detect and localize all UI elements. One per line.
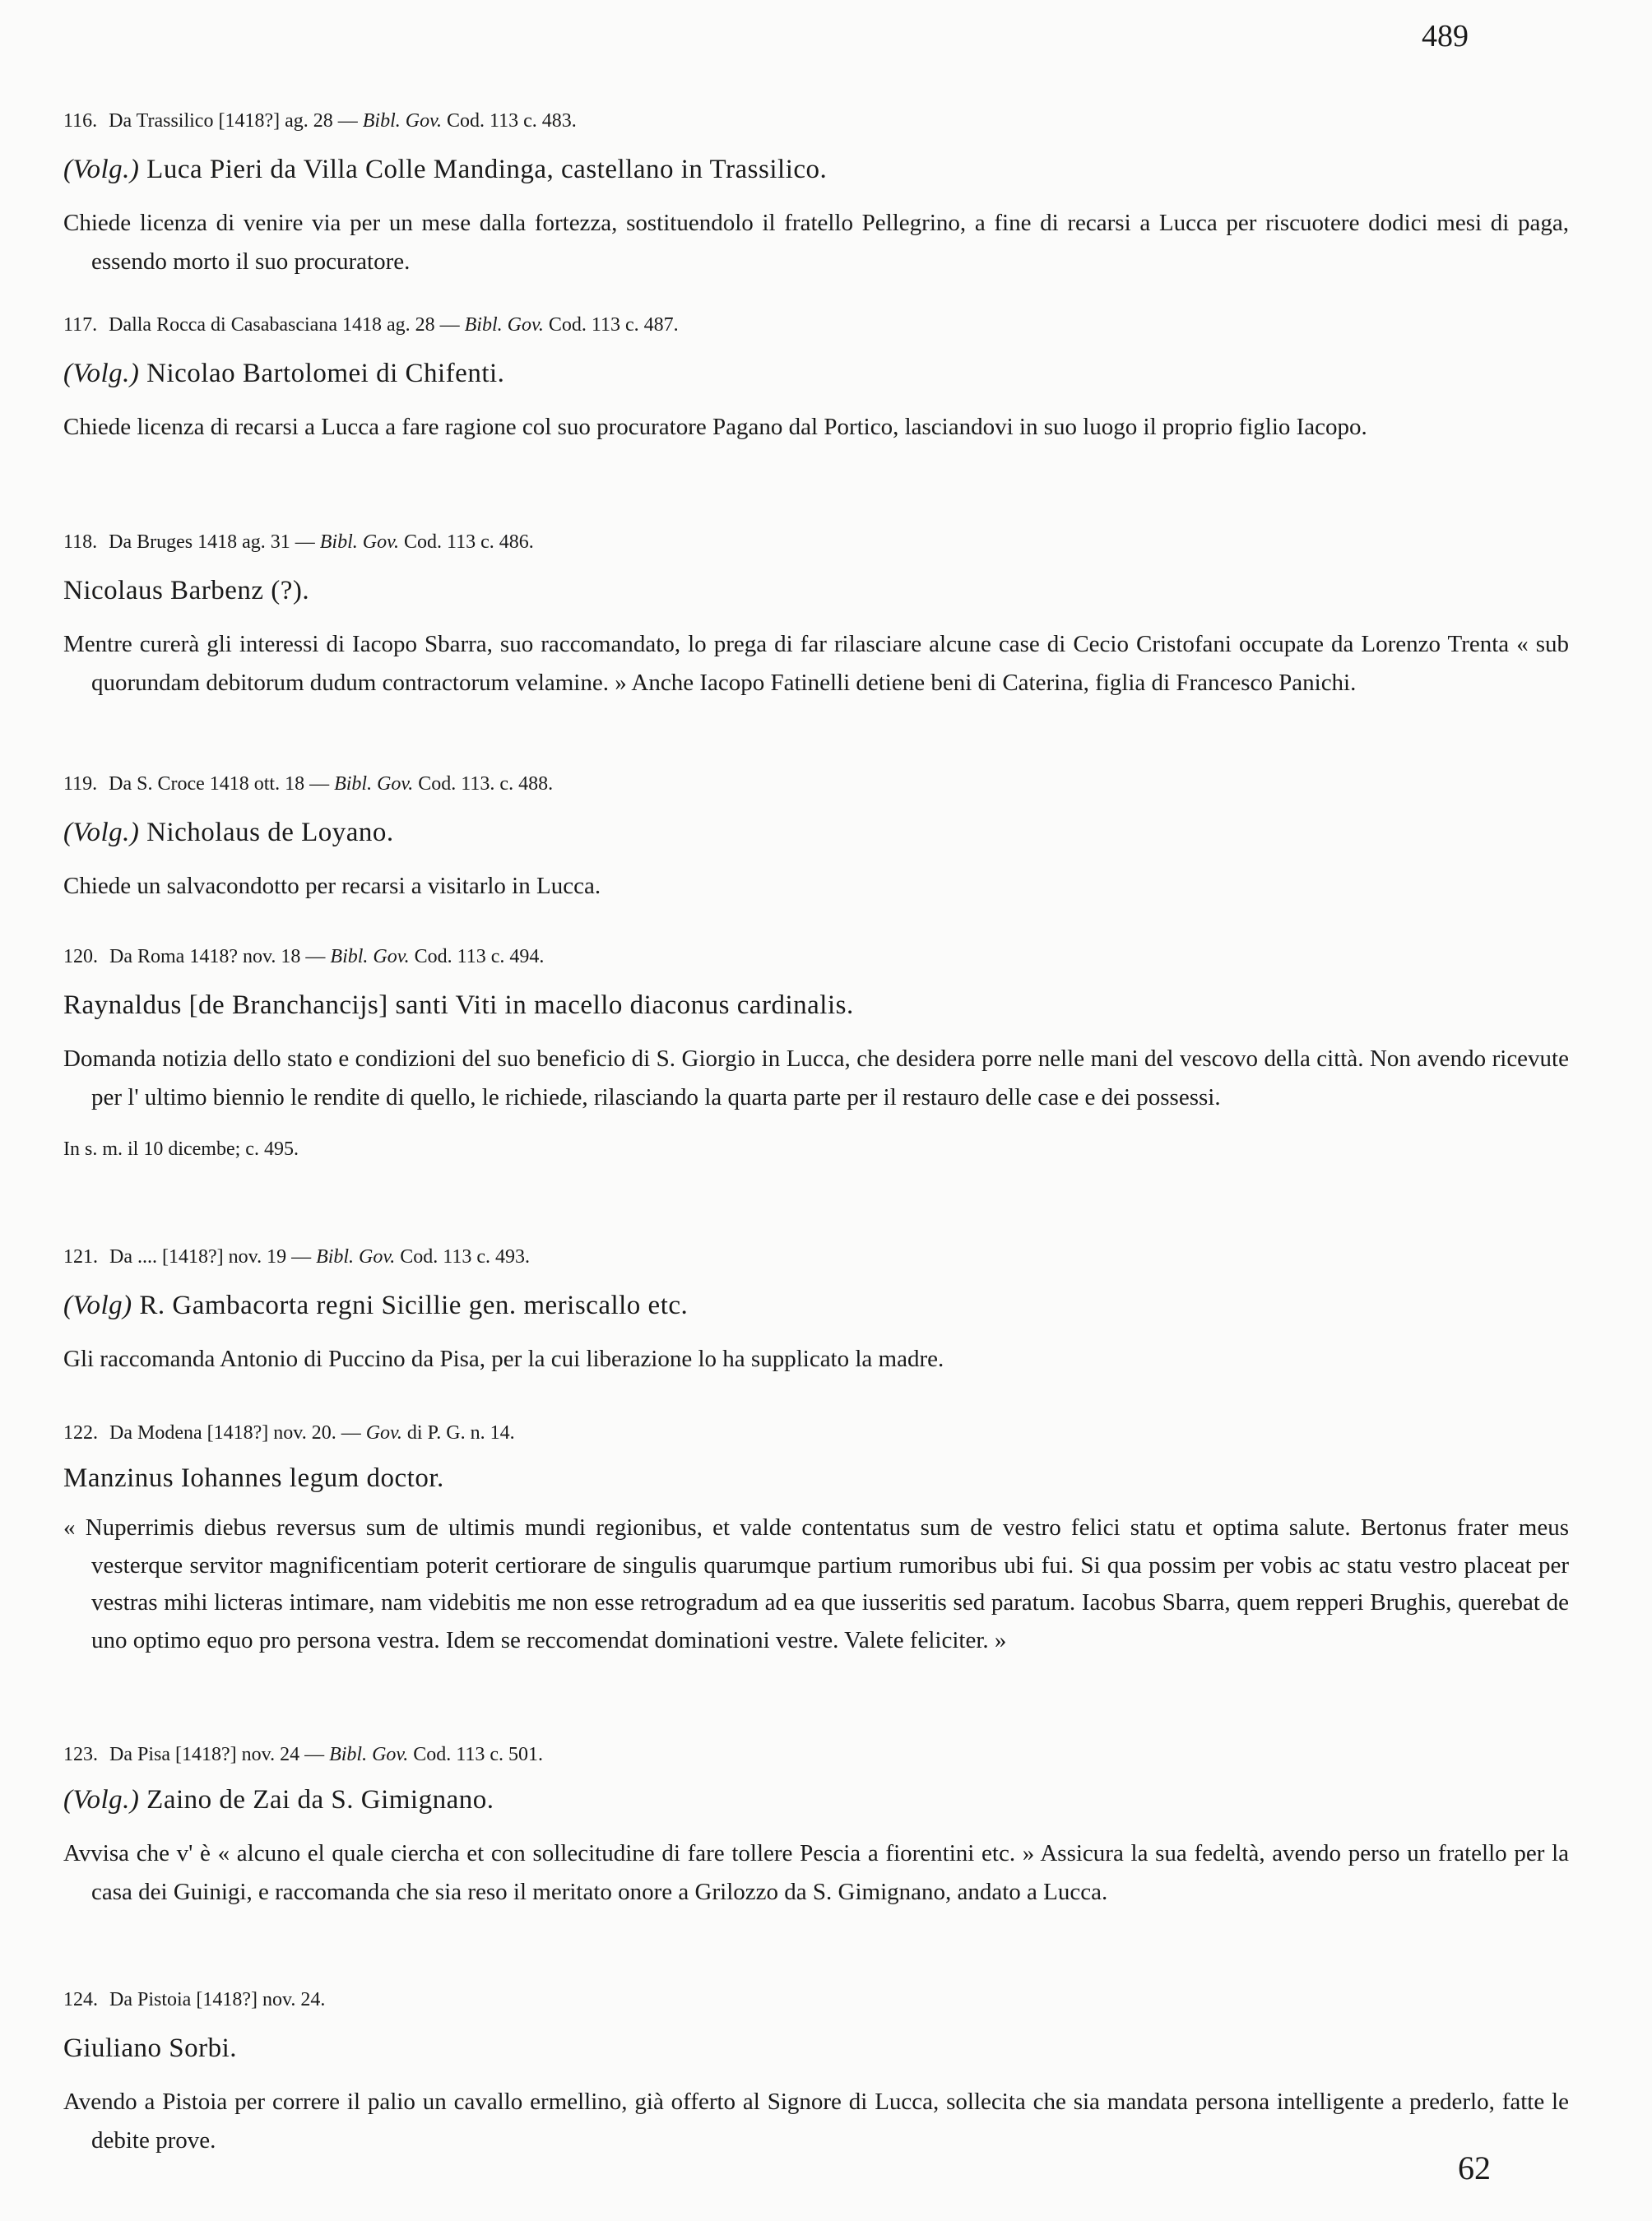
header-archive: Bibl. Gov. <box>316 1246 396 1268</box>
header-codex: di P. G. n. 14. <box>406 1422 515 1444</box>
header-archive: Bibl. Gov. <box>330 946 410 967</box>
entry-116 <box>63 109 1569 281</box>
entry-summary: Avendo a Pistoia per correre il palio un cavallo ermellino, già offerto al Signore di Lucca, sollecita che sia mandata persona intelligente a prederlo, fatte le debite prove. <box>63 2089 1569 2154</box>
header-source: Da S. Croce 1418 ott. 18 — <box>109 773 330 795</box>
entry-summary: Chiede un salvacondotto per recarsi a visitarlo in Lucca. <box>63 873 601 899</box>
entry-117 <box>63 313 1569 447</box>
entry-number: 124. <box>63 1989 98 2010</box>
sender-name: R. Gambacorta regni Sicillie gen. meriscallo etc. <box>139 1291 689 1320</box>
entry-number: 121. <box>63 1246 98 1268</box>
entry-title <box>63 357 1569 390</box>
entry-123 <box>63 1742 1569 1912</box>
header-codex: Cod. 113 c. 483. <box>446 110 577 132</box>
header-source: Dalla Rocca di Casabasciana 1418 ag. 28 — <box>109 314 460 336</box>
header-archive: Bibl. Gov. <box>319 531 399 553</box>
header-codex: Cod. 113 c. 494. <box>414 946 545 967</box>
sender-name: Zaino de Zai da S. Gimignano. <box>146 1785 494 1815</box>
entry-title <box>63 2032 1569 2065</box>
entry-header <box>63 1245 1569 1269</box>
entry-title <box>63 1289 1569 1322</box>
entry-title <box>63 153 1569 186</box>
entry-header <box>63 313 1569 337</box>
entry-note: In s. m. il 10 dicembe; c. 495. <box>63 1138 299 1160</box>
entry-119 <box>63 772 1569 906</box>
entry-header <box>63 772 1569 796</box>
entry-summary: Domanda notizia dello stato e condizioni del suo beneficio di S. Giorgio in Lucca, che desidera porre nelle mani del vescovo della città. Non avendo ricevute per l' ultimo biennio le rendite di quello, le richiede, rilasciando la quarta parte per il restauro delle case e dei possessi. <box>63 1046 1569 1110</box>
sender-name: Manzinus Iohannes legum doctor. <box>63 1463 444 1493</box>
entry-header <box>63 109 1569 133</box>
entry-summary: Gli raccomanda Antonio di Puccino da Pisa, per la cui liberazione lo ha supplicato la madre. <box>63 1346 944 1372</box>
header-archive: Bibl. Gov. <box>329 1744 409 1765</box>
entry-title <box>63 574 1569 607</box>
header-source: Da .... [1418?] nov. 19 — <box>109 1246 312 1268</box>
entry-number: 118. <box>63 531 98 553</box>
header-source: Da Modena [1418?] nov. 20. — <box>109 1422 361 1444</box>
entry-121 <box>63 1245 1569 1379</box>
entry-header <box>63 1742 1569 1767</box>
entry-124 <box>63 1987 1569 2160</box>
signature-mark: 62 <box>1458 2149 1491 2186</box>
entry-title <box>63 816 1569 849</box>
header-source: Da Pistoia [1418?] nov. 24. <box>109 1989 326 2010</box>
entry-number: 120. <box>63 946 98 967</box>
header-codex: Cod. 113 c. 493. <box>400 1246 531 1268</box>
page-number: 489 <box>1422 19 1469 53</box>
entry-header <box>63 1421 1569 1445</box>
entry-number: 119. <box>63 773 98 795</box>
entry-number: 122. <box>63 1422 98 1444</box>
entry-letter-text: « Nuperrimis diebus reversus sum de ultimis mundi regionibus, et valde contentatus sum de vestro felici statu et optima salute. Bertonus frater meus vesterque servitor magnificentiam poterit certiorare de singulis quarumque partium rumoribus ubi fui. Si qua possim per vobis ac statu vestro placeat per vestras mihi licteras intimare, nam videbitis me non esse retrogradum ad ea que iusseritis sed paratum. Iacobus Sbarra, quem repperi Brughis, querebat de uno optimo equo pro persona vestra. Idem se reccomendat dominationi vestre. Valete feliciter. » <box>63 1514 1569 1653</box>
sender-name: Raynaldus [de Branchancijs] santi Viti in macello diaconus cardinalis. <box>63 990 854 1020</box>
volg-label: (Volg.) <box>63 1785 140 1815</box>
header-source: Da Trassilico [1418?] ag. 28 — <box>109 110 358 132</box>
entry-summary: Mentre curerà gli interessi di Iacopo Sbarra, suo raccomandato, lo prega di far rilasciare alcune case di Cecio Cristofani occupate da Lorenzo Trenta « sub quorundam debitorum dudum contractorum velamine. » Anche Iacopo Fatinelli detiene beni di Caterina, figlia di Francesco Panichi. <box>63 631 1569 696</box>
volg-label: (Volg.) <box>63 818 140 847</box>
entry-summary: Chiede licenza di venire via per un mese dalla fortezza, sostituendolo il fratello Pellegrino, a fine di recarsi a Lucca per riscuotere dodici mesi di paga, essendo morto il suo procuratore. <box>63 210 1569 275</box>
entry-title <box>63 989 1569 1022</box>
volg-label: (Volg.) <box>63 155 140 184</box>
entry-title <box>63 1462 1569 1495</box>
header-source: Da Bruges 1418 ag. 31 — <box>109 531 315 553</box>
entry-header <box>63 530 1569 554</box>
header-archive: Bibl. Gov. <box>362 110 442 132</box>
entry-summary: Chiede licenza di recarsi a Lucca a fare ragione col suo procuratore Pagano dal Portico, lasciandovi in suo luogo il proprio figlio Iacopo. <box>63 414 1367 440</box>
volg-label: (Volg) <box>63 1291 132 1320</box>
entry-header <box>63 944 1569 969</box>
entry-header <box>63 1987 1569 2012</box>
sender-name: Nicolaus Barbenz (?). <box>63 576 310 605</box>
entry-118 <box>63 530 1569 702</box>
sender-name: Nicolao Bartolomei di Chifenti. <box>146 359 505 388</box>
entry-title <box>63 1783 1569 1816</box>
entry-122 <box>63 1421 1569 1659</box>
volg-label: (Volg.) <box>63 359 140 388</box>
header-codex: Cod. 113 c. 501. <box>413 1744 544 1765</box>
header-codex: Cod. 113 c. 486. <box>403 531 534 553</box>
header-codex: Cod. 113. c. 488. <box>418 773 554 795</box>
header-archive: Bibl. Gov. <box>334 773 414 795</box>
sender-name: Luca Pieri da Villa Colle Mandinga, castellano in Trassilico. <box>146 155 828 184</box>
header-archive: Gov. <box>365 1422 402 1444</box>
header-source: Da Roma 1418? nov. 18 — <box>109 946 326 967</box>
header-source: Da Pisa [1418?] nov. 24 — <box>109 1744 325 1765</box>
entry-summary: Avvisa che v' è « alcuno el quale ciercha et con sollecitudine di fare tollere Pescia a fiorentini etc. » Assicura la sua fedeltà, avendo perso un fratello per la casa dei Guinigi, e raccomanda che sia reso il meritato onore a Grilozzo da S. Gimignano, andato a Lucca. <box>63 1840 1569 1905</box>
entry-number: 116. <box>63 110 98 132</box>
header-codex: Cod. 113 c. 487. <box>548 314 679 336</box>
entry-120 <box>63 944 1569 1161</box>
sender-name: Nicholaus de Loyano. <box>146 818 394 847</box>
entry-number: 117. <box>63 314 98 336</box>
sender-name: Giuliano Sorbi. <box>63 2033 237 2063</box>
header-archive: Bibl. Gov. <box>464 314 544 336</box>
entry-number: 123. <box>63 1744 98 1765</box>
